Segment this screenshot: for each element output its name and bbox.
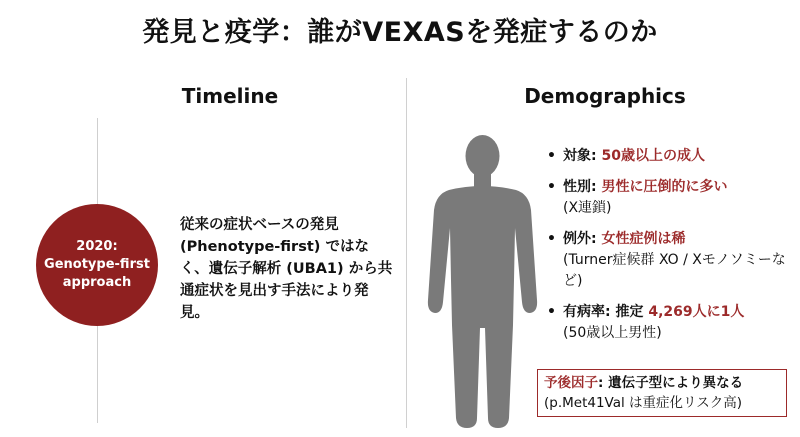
- milestone-label-2: approach: [62, 275, 132, 290]
- list-item: [545, 302, 790, 344]
- item-label: 対象:: [563, 148, 602, 164]
- list-item: [545, 146, 790, 167]
- list-item: [545, 229, 790, 292]
- item-value: 男性に圧倒的に多い: [601, 179, 728, 195]
- item-sub: (50歳以上男性): [563, 325, 662, 341]
- milestone-label-1: Genotype-first: [44, 257, 150, 272]
- item-label: 例外:: [563, 231, 602, 247]
- demographics-list: [545, 146, 790, 354]
- milestone-circle: [36, 204, 158, 326]
- page-title: 発見と疫学：誰がVEXASを発症するのか: [142, 17, 658, 48]
- item-label: 有病率: 推定: [563, 304, 649, 320]
- note-label: 予後因子: [544, 375, 598, 391]
- note-detail: (p.Met41Val は重症化リスク高): [544, 395, 743, 411]
- list-item: [545, 177, 790, 219]
- item-value: 4,269人に1人: [648, 304, 745, 320]
- timeline-heading: Timeline: [181, 84, 279, 108]
- demographics-heading: Demographics: [524, 84, 686, 108]
- item-sub: (Turner症候群 XO / Xモノソミーなど): [563, 252, 786, 289]
- item-value: 女性症例は稀: [601, 231, 686, 247]
- item-value: 50歳以上の成人: [601, 148, 705, 164]
- timeline-description: 従来の症状ベースの発見 (Phenotype-first) ではなく、遺伝子解析 (UBA1) から共通症状を見出す手法により発見。: [180, 217, 393, 321]
- item-sub: (X連鎖): [563, 200, 612, 216]
- note-text: : 遺伝子型により異なる: [598, 375, 744, 391]
- milestone-year: 2020:: [76, 239, 118, 254]
- prognosis-note: [537, 369, 787, 417]
- column-divider: [406, 78, 407, 428]
- human-silhouette-icon: [425, 130, 540, 430]
- item-label: 性別:: [563, 179, 602, 195]
